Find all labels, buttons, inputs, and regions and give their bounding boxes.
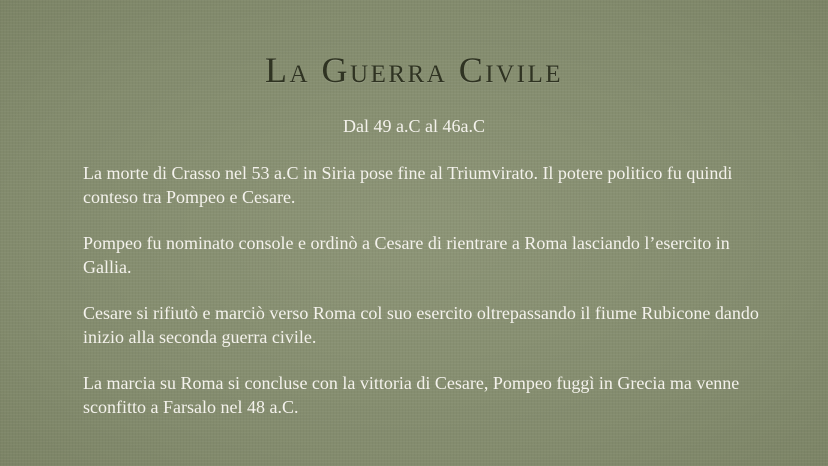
paragraph-farsalo: La marcia su Roma si concluse con la vittoria di Cesare, Pompeo fuggì in Grecia ma venne sconfitto a Farsalo nel 48 a.C. [83, 373, 740, 417]
slide-body [83, 161, 763, 441]
slide-title: La Guerra Civile [264, 50, 564, 90]
slide-subtitle: Dal 49 a.C al 46a.C [343, 116, 485, 136]
paragraph-triumvirate: La morte di Crasso nel 53 a.C in Siria pose fine al Triumvirato. Il potere politico fu quindi conteso tra Pompeo e Cesare. [83, 163, 733, 207]
paragraph-pompeo-console: Pompeo fu nominato console e ordinò a Cesare di rientrare a Roma lasciando l’esercito in Gallia. [83, 233, 730, 277]
paragraph-rubicone: Cesare si rifiutò e marciò verso Roma col suo esercito oltrepassando il fiume Rubicone dando inizio alla seconda guerra civile. [83, 303, 759, 347]
